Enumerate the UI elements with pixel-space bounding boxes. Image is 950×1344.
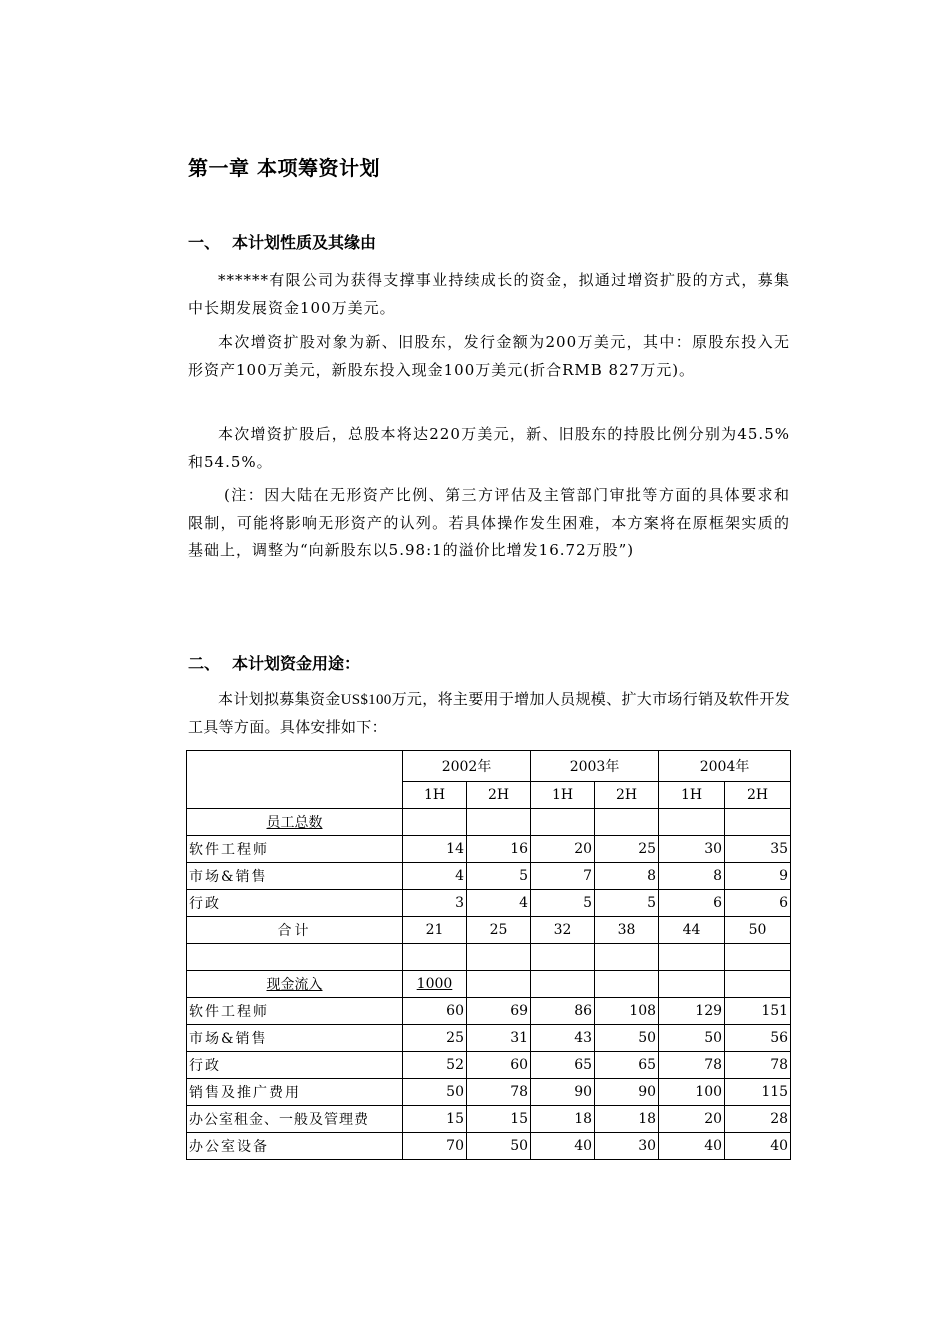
cash-header-row	[187, 971, 791, 998]
table-cell: 60	[403, 998, 467, 1025]
cash-row	[187, 998, 791, 1025]
table-cell: 115	[725, 1079, 791, 1106]
total-cell: 44	[659, 917, 725, 944]
table-cell: 129	[659, 998, 725, 1025]
section-2-title: 本计划资金用途：	[232, 654, 361, 673]
cash-inflow-header: 现金流入	[187, 971, 403, 998]
row-label: 行政	[187, 1052, 403, 1079]
row-label: 市场&销售	[187, 863, 403, 890]
cash-inflow-value: 1000	[403, 971, 467, 998]
table-cell: 50	[403, 1079, 467, 1106]
table-cell: 6	[659, 890, 725, 917]
table-cell: 8	[659, 863, 725, 890]
cash-row	[187, 1133, 791, 1160]
table-cell: 9	[725, 863, 791, 890]
cash-row	[187, 1079, 791, 1106]
table-cell: 60	[467, 1052, 531, 1079]
section-1-title: 本计划性质及其缘由	[232, 233, 377, 252]
table-cell: 50	[467, 1133, 531, 1160]
table-cell: 6	[725, 890, 791, 917]
table-cell: 15	[467, 1106, 531, 1133]
paragraph-fund-usage: 本计划拟募集资金US$100万元，将主要用于增加人员规模、扩大市场行销及软件开发工具等方面。具体安排如下：	[188, 692, 790, 736]
table-cell: 151	[725, 998, 791, 1025]
table-cell: 56	[725, 1025, 791, 1052]
half-header: 2H	[725, 782, 791, 809]
table-cell: 8	[595, 863, 659, 890]
cash-row	[187, 1025, 791, 1052]
section-2-number: 二、	[188, 654, 221, 673]
table-cell: 31	[467, 1025, 531, 1052]
staff-total-header: 员工总数	[187, 809, 403, 836]
table-cell: 70	[403, 1133, 467, 1160]
total-cell: 50	[725, 917, 791, 944]
funding-table	[186, 750, 791, 1160]
table-cell: 5	[467, 863, 531, 890]
empty-row	[187, 944, 791, 971]
table-cell: 90	[595, 1079, 659, 1106]
table-cell: 69	[467, 998, 531, 1025]
section-2-heading	[188, 651, 360, 674]
paragraph-note: (注：因大陆在无形资产比例、第三方评估及主管部门审批等方面的具体要求和限制，可能将影响无形资产的认列。若具体操作发生困难，本方案将在原框架实质的基础上，调整为“向新股东以5.98:1的溢价比增发16.72万股”)	[188, 486, 790, 559]
total-cell: 25	[467, 917, 531, 944]
paragraph-issuance: 本次增资扩股对象为新、旧股东，发行金额为200万美元，其中：原股东投入无形资产100万美元，新股东投入现金100万美元(折合RMB 827万元)。	[188, 333, 790, 379]
table-cell: 28	[725, 1106, 791, 1133]
table-cell: 40	[531, 1133, 595, 1160]
paragraph-purpose: ******有限公司为获得支撑事业持续成长的资金，拟通过增资扩股的方式，募集中长期发展资金100万美元。	[188, 271, 790, 317]
half-header: 1H	[659, 782, 725, 809]
row-label: 销售及推广费用	[187, 1079, 403, 1106]
table-cell: 52	[403, 1052, 467, 1079]
staff-row	[187, 863, 791, 890]
row-label: 软件工程师	[187, 998, 403, 1025]
table-cell: 40	[725, 1133, 791, 1160]
half-header: 2H	[595, 782, 659, 809]
table-cell: 5	[595, 890, 659, 917]
year-header: 2003年	[531, 751, 659, 782]
year-header-row	[187, 751, 791, 782]
table-cell: 43	[531, 1025, 595, 1052]
table-cell: 30	[659, 836, 725, 863]
total-cell: 21	[403, 917, 467, 944]
row-label: 办公室设备	[187, 1133, 403, 1160]
table-cell: 50	[595, 1025, 659, 1052]
section-1-number: 一、	[188, 233, 221, 252]
cash-row	[187, 1052, 791, 1079]
table-cell: 18	[595, 1106, 659, 1133]
table-cell: 15	[403, 1106, 467, 1133]
half-header: 1H	[531, 782, 595, 809]
section-1-heading	[188, 230, 376, 253]
table-cell: 16	[467, 836, 531, 863]
cash-row	[187, 1106, 791, 1133]
staff-header-row	[187, 809, 791, 836]
row-label: 行政	[187, 890, 403, 917]
total-cell: 32	[531, 917, 595, 944]
table-cell: 78	[659, 1052, 725, 1079]
table-cell: 78	[467, 1079, 531, 1106]
table-cell: 65	[595, 1052, 659, 1079]
table-cell: 40	[659, 1133, 725, 1160]
table-cell: 25	[595, 836, 659, 863]
row-label: 软件工程师	[187, 836, 403, 863]
half-header: 1H	[403, 782, 467, 809]
table-cell: 4	[403, 863, 467, 890]
table-cell: 90	[531, 1079, 595, 1106]
table-cell: 86	[531, 998, 595, 1025]
year-header: 2002年	[403, 751, 531, 782]
table-cell: 35	[725, 836, 791, 863]
total-cell: 38	[595, 917, 659, 944]
staff-row	[187, 890, 791, 917]
year-header: 2004年	[659, 751, 791, 782]
paragraph-shareholding: 本次增资扩股后，总股本将达220万美元，新、旧股东的持股比例分别为45.5%和54.5%。	[188, 425, 790, 471]
table-cell: 20	[531, 836, 595, 863]
table-cell: 100	[659, 1079, 725, 1106]
chapter-title: 第一章 本项筹资计划	[188, 156, 380, 180]
table-cell: 7	[531, 863, 595, 890]
total-row	[187, 917, 791, 944]
table-cell: 108	[595, 998, 659, 1025]
table-cell: 5	[531, 890, 595, 917]
table-cell: 18	[531, 1106, 595, 1133]
table-cell: 14	[403, 836, 467, 863]
table-cell: 25	[403, 1025, 467, 1052]
row-label: 市场&销售	[187, 1025, 403, 1052]
table-cell: 3	[403, 890, 467, 917]
table-cell: 65	[531, 1052, 595, 1079]
table-cell: 20	[659, 1106, 725, 1133]
staff-row	[187, 836, 791, 863]
total-label: 合计	[187, 917, 403, 944]
table-cell: 78	[725, 1052, 791, 1079]
corner-cell	[187, 751, 403, 809]
table-cell: 4	[467, 890, 531, 917]
row-label: 办公室租金、一般及管理费	[187, 1106, 403, 1133]
half-header: 2H	[467, 782, 531, 809]
table-cell: 50	[659, 1025, 725, 1052]
table-cell: 30	[595, 1133, 659, 1160]
